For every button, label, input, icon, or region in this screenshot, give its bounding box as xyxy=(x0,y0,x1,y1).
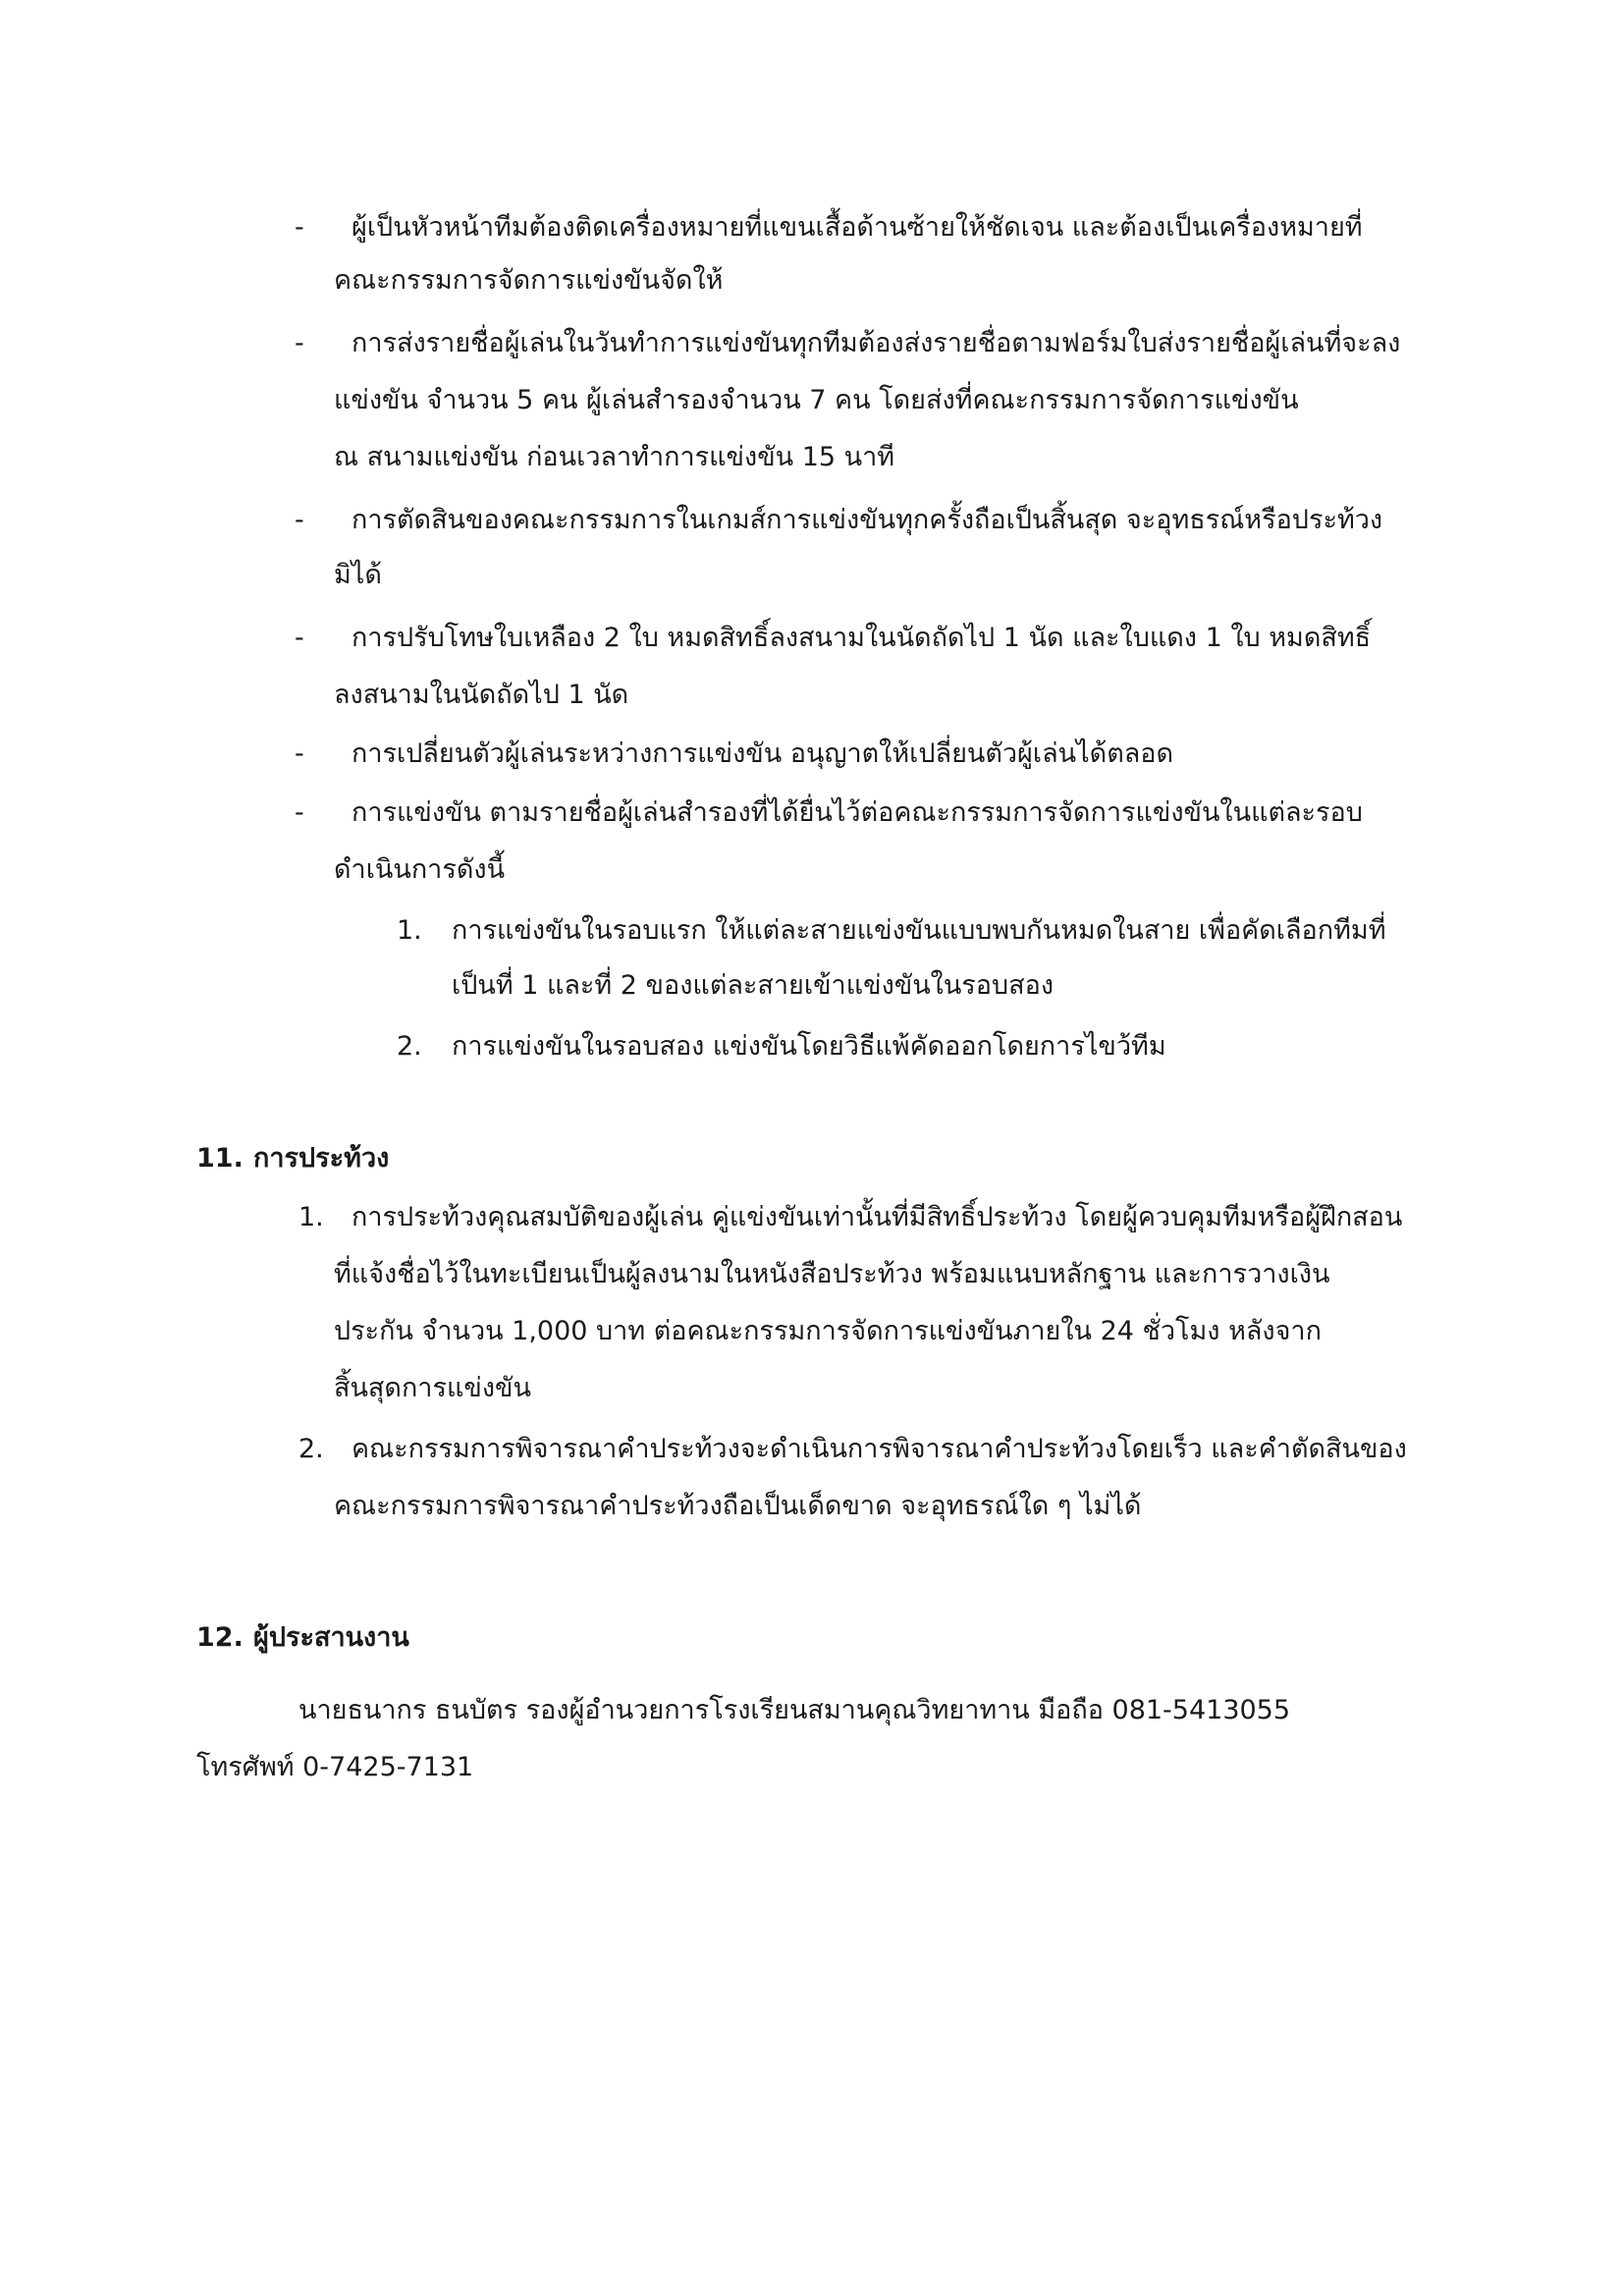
list-item-text: การเปลี่ยนตัวผู้เล่นระหว่างการแข่งขัน อนุญาตให้เปลี่ยนตัวผู้เล่นได้ตลอด xyxy=(352,738,1174,769)
list-item-text: ประกัน จำนวน 1,000 บาท ต่อคณะกรรมการจัดการแข่งขันภายใน 24 ชั่วโมง หลังจาก xyxy=(334,1316,1322,1346)
list-item-text: การปรับโทษใบเหลือง 2 ใบ หมดสิทธิ์ลงสนามในนัดถัดไป 1 นัด และใบแดง 1 ใบ หมดสิทธิ์ xyxy=(352,623,1372,653)
section-number: 12. xyxy=(196,1622,243,1653)
list-item-text: ที่แจ้งชื่อไว้ในทะเบียนเป็นผู้ลงนามในหนังสือประท้วง พร้อมแนบหลักฐาน และการวางเงิน xyxy=(334,1259,1330,1289)
list-item-text: แข่งขัน จำนวน 5 คน ผู้เล่นสำรองจำนวน 7 คน โดยส่งที่คณะกรรมการจัดการแข่งขัน xyxy=(334,385,1299,415)
bullet-dash: - xyxy=(295,623,304,653)
list-item-text: เป็นที่ 1 และที่ 2 ของแต่ละสายเข้าแข่งขันในรอบสอง xyxy=(452,970,1055,1001)
list-item-text: การแข่งขันในรอบแรก ให้แต่ละสายแข่งขันแบบพบกันหมดในสาย เพื่อคัดเลือกทีมที่ xyxy=(452,915,1386,946)
list-item-text: ณ สนามแข่งขัน ก่อนเวลาทำการแข่งขัน 15 นาที xyxy=(334,442,895,472)
bullet-dash: - xyxy=(295,328,304,358)
list-item-text: ผู้เป็นหัวหน้าทีมต้องติดเครื่องหมายที่แขนเสื้อด้านซ้ายให้ชัดเจน และต้องเป็นเครื่องหมายที่ xyxy=(352,212,1363,243)
list-item-text: การตัดสินของคณะกรรมการในเกมส์การแข่งขันทุกครั้งถือเป็นสิ้นสุด จะอุทธรณ์หรือประท้วง xyxy=(352,505,1383,535)
list-item-text: คณะกรรมการพิจารณาคำประท้วงถือเป็นเด็ดขาด จะอุทธรณ์ใด ๆ ไม่ได้ xyxy=(334,1491,1142,1521)
contact-line: โทรศัพท์ 0-7425-7131 xyxy=(196,1752,474,1782)
bullet-dash: - xyxy=(295,212,304,243)
section-number: 11. xyxy=(196,1143,243,1174)
list-item-text: ลงสนามในนัดถัดไป 1 นัด xyxy=(334,680,629,710)
section-title: การประท้วง xyxy=(253,1143,390,1174)
item-number: 1. xyxy=(298,1202,324,1232)
bullet-dash: - xyxy=(295,738,304,769)
list-item-text: สิ้นสุดการแข่งขัน xyxy=(334,1373,531,1403)
bullet-dash: - xyxy=(295,505,304,535)
item-number: 2. xyxy=(397,1031,422,1062)
list-item-text: มิได้ xyxy=(334,560,382,590)
list-item-text: การส่งรายชื่อผู้เล่นในวันทำการแข่งขันทุกทีมต้องส่งรายชื่อตามฟอร์มใบส่งรายชื่อผู้เล่นที่จะลง xyxy=(352,328,1401,358)
list-item-text: คณะกรรมการจัดการแข่งขันจัดให้ xyxy=(334,265,724,296)
item-number: 2. xyxy=(298,1434,324,1464)
list-item-text: ดำเนินการดังนี้ xyxy=(334,854,506,885)
bullet-dash: - xyxy=(295,797,304,828)
contact-line: นายธนากร ธนบัตร รองผู้อำนวยการโรงเรียนสมานคุณวิทยาทาน มือถือ 081-5413055 xyxy=(298,1695,1291,1725)
list-item-text: การแข่งขัน ตามรายชื่อผู้เล่นสำรองที่ได้ยื่นไว้ต่อคณะกรรมการจัดการแข่งขันในแต่ละรอบ xyxy=(352,797,1363,828)
list-item-text: คณะกรรมการพิจารณาคำประท้วงจะดำเนินการพิจารณาคำประท้วงโดยเร็ว และคำตัดสินของ xyxy=(352,1434,1407,1464)
list-item-text: การประท้วงคุณสมบัติของผู้เล่น คู่แข่งขันเท่านั้นที่มีสิทธิ์ประท้วง โดยผู้ควบคุมทีมหรือผู้ฝึกสอน xyxy=(352,1202,1403,1232)
item-number: 1. xyxy=(397,915,422,946)
section-title: ผู้ประสานงาน xyxy=(253,1622,409,1653)
list-item-text: การแข่งขันในรอบสอง แข่งขันโดยวิธีแพ้คัดออกโดยการไขว้ทีม xyxy=(452,1031,1166,1062)
